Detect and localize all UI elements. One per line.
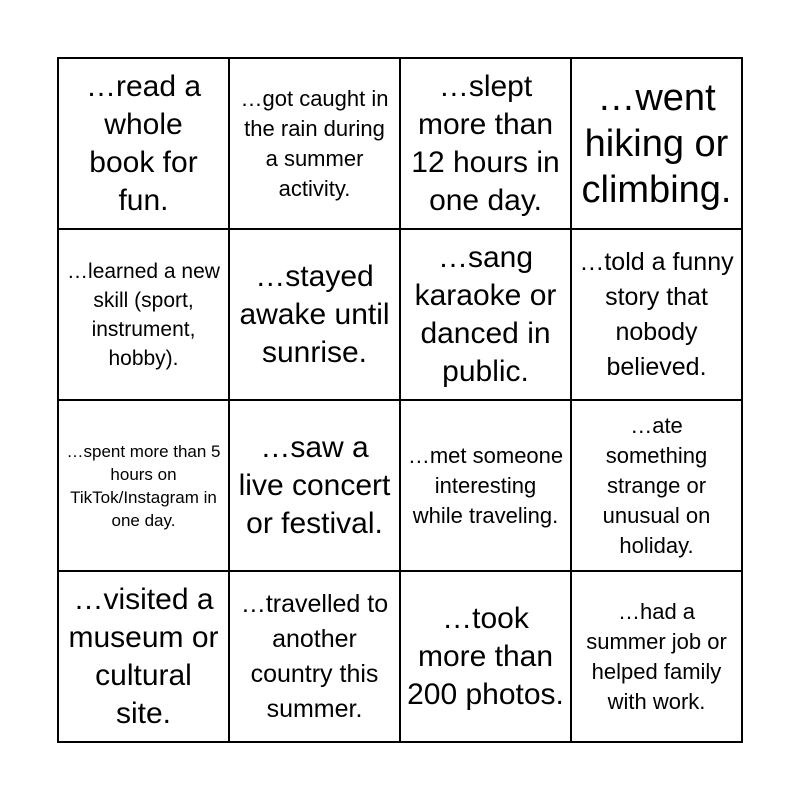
bingo-cell[interactable] xyxy=(59,401,230,572)
bingo-cell-text: …took more than 200 photos. xyxy=(407,601,564,711)
bingo-cell[interactable] xyxy=(230,401,401,572)
bingo-cell[interactable] xyxy=(572,401,743,572)
bingo-cell[interactable] xyxy=(230,59,401,230)
bingo-cell[interactable] xyxy=(230,230,401,401)
bingo-cell[interactable] xyxy=(401,572,572,743)
bingo-cell-text: …visited a museum or cultural site. xyxy=(68,582,219,730)
bingo-cell-text: …went hiking or climbing. xyxy=(581,76,732,211)
bingo-cell-text: …slept more than 12 hours in one day. xyxy=(411,69,560,217)
bingo-cell-text: …got caught in the rain during a summer activity. xyxy=(240,85,389,201)
bingo-cell-text: …had a summer job or helped family with work. xyxy=(586,598,727,714)
bingo-cell[interactable] xyxy=(572,59,743,230)
bingo-cell[interactable] xyxy=(572,572,743,743)
bingo-cell-text: …spent more than 5 hours on TikTok/Instagram in one day. xyxy=(66,441,221,530)
bingo-cell-text: …sang karaoke or danced in public. xyxy=(414,240,557,388)
bingo-cell-text: …ate something strange or unusual on holiday. xyxy=(602,412,711,558)
bingo-cell-text: …travelled to another country this summer. xyxy=(240,589,389,723)
bingo-card xyxy=(57,57,743,743)
bingo-cell[interactable] xyxy=(401,59,572,230)
bingo-cell[interactable] xyxy=(401,401,572,572)
bingo-cell-text: …learned a new skill (sport, instrument, hobby). xyxy=(67,259,220,370)
bingo-cell-text: …met someone interesting while traveling. xyxy=(407,442,564,528)
bingo-cell-text: …saw a live concert or festival. xyxy=(238,430,391,540)
bingo-cell[interactable] xyxy=(59,572,230,743)
bingo-cell[interactable] xyxy=(59,230,230,401)
bingo-cell-text: …told a funny story that nobody believed. xyxy=(579,247,734,381)
bingo-cell[interactable] xyxy=(401,230,572,401)
bingo-cell[interactable] xyxy=(230,572,401,743)
bingo-cell[interactable] xyxy=(59,59,230,230)
bingo-cell-text: …read a whole book for fun. xyxy=(85,69,202,217)
bingo-cell-text: …stayed awake until sunrise. xyxy=(239,259,390,369)
bingo-cell[interactable] xyxy=(572,230,743,401)
